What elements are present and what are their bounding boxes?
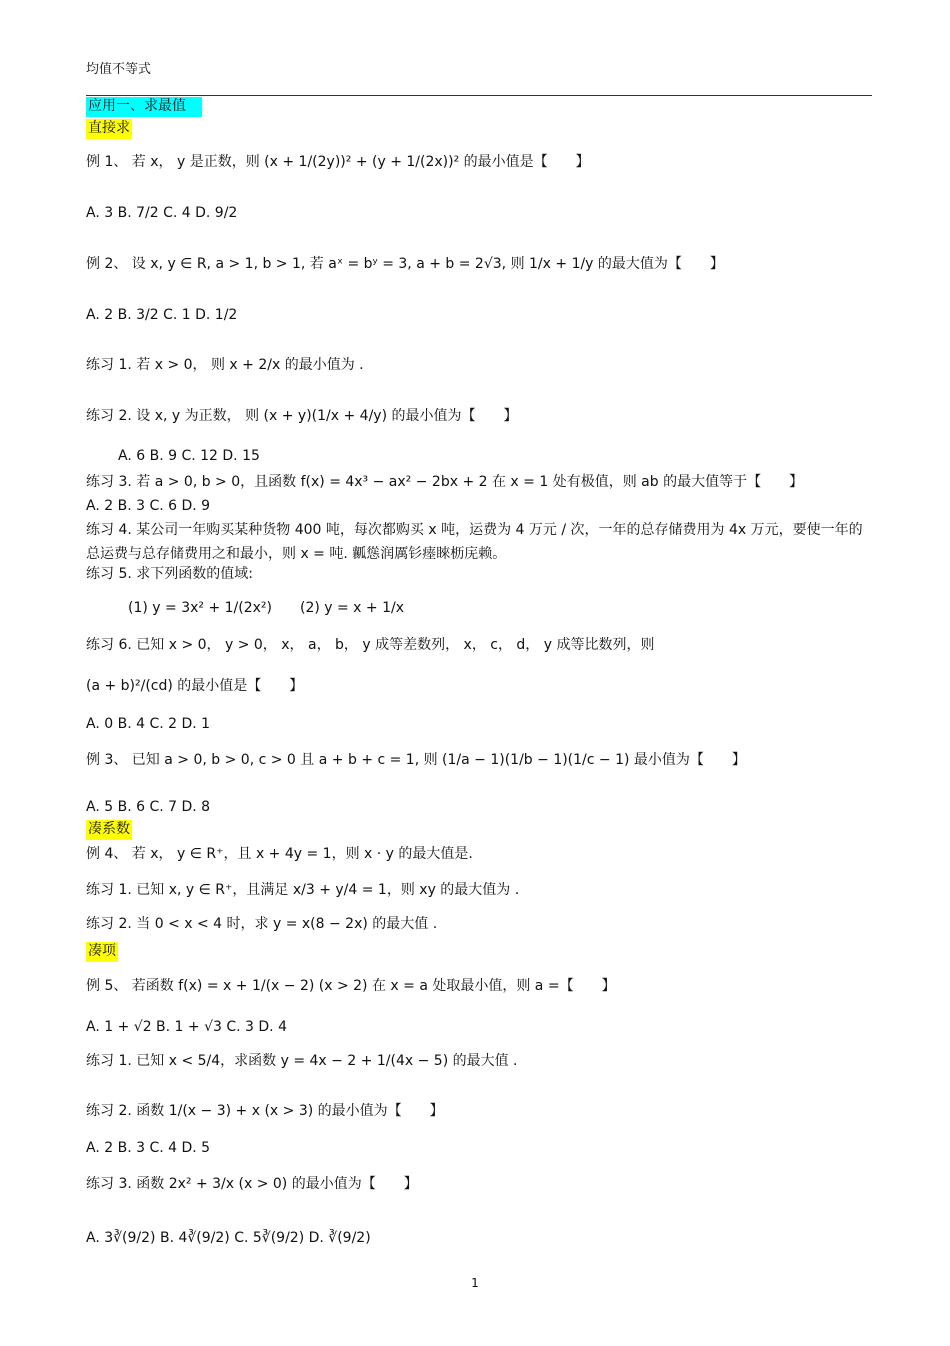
header-title: 均值不等式	[86, 62, 152, 77]
subsection-heading	[86, 119, 872, 139]
exercise-3-options: A. 2 B. 3 C. 6 D. 9	[86, 498, 211, 514]
terms-exercise-3: 练习 3. 函数 2x² + 3/x (x > 0) 的最小值为【 】	[86, 1176, 418, 1192]
terms-exercise-1: 练习 1. 已知 x < 5/4，求函数 y = 4x − 2 + 1/(4x − 5) 的最大值 .	[86, 1053, 518, 1069]
exercise-2-options: A. 6 B. 9 C. 12 D. 15	[118, 448, 260, 464]
exercise-6-options: A. 0 B. 4 C. 2 D. 1	[86, 716, 211, 732]
coeff-exercise-1: 练习 1. 已知 x, y ∈ R⁺，且满足 x/3 + y/4 = 1，则 xy 的最大值为 .	[86, 882, 520, 898]
exercise-2: 练习 2. 设 x, y 为正数， 则 (x + y)(1/x + 4/y) 的最小值为【 】	[86, 408, 518, 424]
terms-exercise-2: 练习 2. 函数 1/(x − 3) + x (x > 3) 的最小值为【 】	[86, 1103, 444, 1119]
example-4: 例 4、 若 x， y ∈ R⁺，且 x + 4y = 1，则 x · y 的最大值是.	[86, 846, 473, 862]
subsection-direct: 直接求	[86, 119, 132, 139]
subsection-heading	[86, 942, 872, 962]
exercise-5: 练习 5. 求下列函数的值域:	[86, 566, 253, 582]
example-3-options: A. 5 B. 6 C. 7 D. 8	[86, 799, 211, 815]
section-heading	[86, 97, 872, 117]
example-2: 例 2、 设 x, y ∈ R, a > 1, b > 1, 若 aˣ = bʸ = 3, a + b = 2√3, 则 1/x + 1/y 的最大值为【 】	[86, 256, 724, 272]
header-rule	[86, 95, 872, 96]
exercise-6-expression: (a + b)²/(cd) 的最小值是【 】	[86, 678, 304, 694]
terms-exercise-2-options: A. 2 B. 3 C. 4 D. 5	[86, 1140, 211, 1156]
coeff-exercise-2: 练习 2. 当 0 < x < 4 时，求 y = x(8 − 2x) 的最大值 .	[86, 916, 438, 932]
example-5: 例 5、 若函数 f(x) = x + 1/(x − 2) (x > 2) 在 x = a 处取最小值，则 a =【 】	[86, 978, 616, 994]
example-5-options: A. 1 + √2 B. 1 + √3 C. 3 D. 4	[86, 1019, 287, 1035]
terms-exercise-3-options: A. 3∛(9/2) B. 4∛(9/2) C. 5∛(9/2) D. ∛(9/2)	[86, 1230, 371, 1246]
subsection-terms: 凑项	[86, 942, 118, 962]
section-title-application-1: 应用一、求最值	[86, 97, 202, 117]
subsection-coefficient: 凑系数	[86, 820, 132, 840]
example-2-options: A. 2 B. 3/2 C. 1 D. 1/2	[86, 307, 238, 323]
example-1: 例 1、 若 x， y 是正数，则 (x + 1/(2y))² + (y + 1/(2x))² 的最小值是【 】	[86, 154, 590, 170]
exercise-4: 练习 4. 某公司一年购买某种货物 400 吨，每次都购买 x 吨，运费为 4 万元 / 次，一年的总存储费用为 4x 万元，要使一年的总运费与总存储费用之和最小，则 x = 吨. 瓤慫润厲钐瘗睞枥庑赖。	[86, 522, 863, 562]
subsection-heading	[86, 820, 872, 840]
exercise-6: 练习 6. 已知 x > 0， y > 0， x， a， b， y 成等差数列， x， c， d， y 成等比数列，则	[86, 637, 655, 653]
exercise-5-parts: (1) y = 3x² + 1/(2x²) (2) y = x + 1/x	[128, 600, 405, 616]
exercise-3: 练习 3. 若 a > 0, b > 0，且函数 f(x) = 4x³ − ax² − 2bx + 2 在 x = 1 处有极值，则 ab 的最大值等于【 】	[86, 474, 804, 490]
page-number: 1	[471, 1276, 479, 1290]
example-3: 例 3、 已知 a > 0, b > 0, c > 0 且 a + b + c = 1, 则 (1/a − 1)(1/b − 1)(1/c − 1) 最小值为【 】	[86, 752, 746, 768]
exercise-1: 练习 1. 若 x > 0， 则 x + 2/x 的最小值为 .	[86, 357, 364, 373]
example-1-options: A. 3 B. 7/2 C. 4 D. 9/2	[86, 205, 238, 221]
